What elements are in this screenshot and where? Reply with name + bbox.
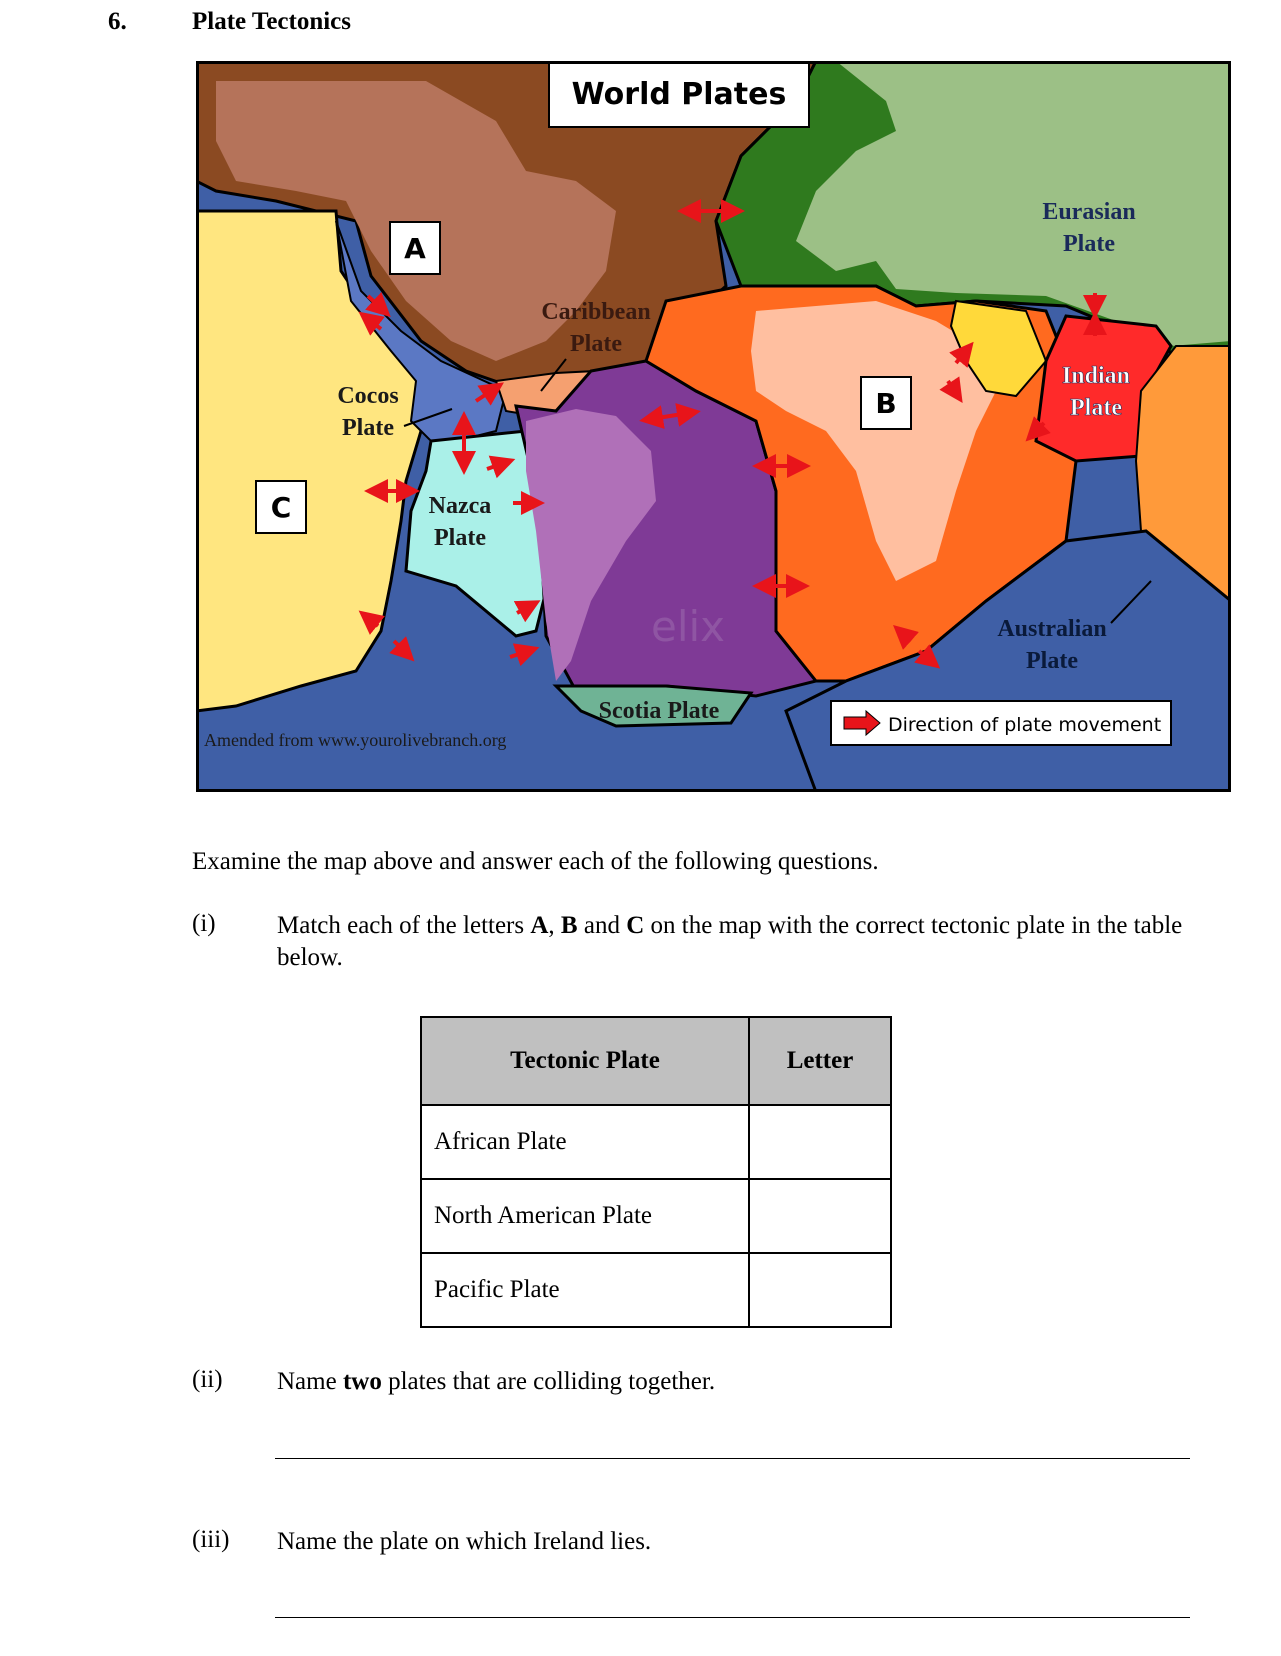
part-i-label: (i) [192, 910, 216, 937]
table-row [421, 1105, 891, 1179]
map-svg [196, 61, 1231, 792]
part-iii-text: Name the plate on which Ireland lies. [277, 1528, 652, 1555]
part-i-text-after: on the map with the correct tectonic plate in the table below. [277, 912, 1183, 971]
question-title: Plate Tectonics [192, 8, 352, 35]
caribbean-label-1: Caribbean [541, 299, 651, 325]
map-credit: Amended from www.yourolivebranch.org [204, 730, 507, 750]
part-iii-answer-line[interactable] [275, 1617, 1190, 1618]
nazca-label-2: Plate [434, 525, 486, 551]
part-i-sep1: , [548, 912, 561, 939]
part-ii-text-after: plates that are colliding together. [381, 1368, 716, 1395]
plate-name-cell: African Plate [421, 1105, 749, 1179]
part-ii-text-before: Name [277, 1368, 343, 1395]
australian-label-2: Plate [1026, 648, 1078, 674]
scotia-label: Scotia Plate [598, 698, 720, 724]
letter-b: B [875, 387, 897, 420]
letter-answer-cell[interactable] [749, 1253, 891, 1327]
part-ii-label: (ii) [192, 1366, 223, 1393]
cocos-label-2: Plate [342, 415, 394, 441]
world-plates-map [196, 61, 1231, 792]
part-i-letter-c: C [626, 912, 645, 939]
indian-label-1: Indian [1061, 363, 1131, 389]
legend-label: Direction of plate movement [888, 714, 1162, 736]
part-ii-answer-line[interactable] [275, 1458, 1190, 1459]
part-ii-text [277, 1366, 1207, 1398]
plate-name-cell: North American Plate [421, 1179, 749, 1253]
part-i-sep2: and [577, 912, 627, 939]
table-header-row [421, 1017, 891, 1105]
letter-c: C [270, 491, 292, 524]
part-i-letter-a: A [530, 912, 549, 939]
eurasian-label-2: Plate [1063, 231, 1115, 257]
part-i-text-before: Match each of the letters [277, 912, 531, 939]
table-row [421, 1253, 891, 1327]
eurasian-label-1: Eurasian [1042, 199, 1136, 225]
letter-answer-cell[interactable] [749, 1179, 891, 1253]
part-ii-bold: two [342, 1368, 382, 1395]
header-tectonic-plate: Tectonic Plate [421, 1017, 749, 1105]
instruction-text: Examine the map above and answer each of the following questions. [192, 848, 879, 875]
cocos-label-1: Cocos [337, 383, 399, 409]
part-i-text [277, 910, 1207, 974]
australian-label-1: Australian [997, 616, 1107, 642]
plate-name-cell: Pacific Plate [421, 1253, 749, 1327]
watermark: elix [651, 602, 726, 651]
question-number: 6. [108, 8, 127, 35]
plate-letter-table [420, 1016, 892, 1328]
letter-answer-cell[interactable] [749, 1105, 891, 1179]
indian-label-2: Plate [1070, 395, 1122, 421]
caribbean-label-2: Plate [570, 331, 622, 357]
part-iii-label: (iii) [192, 1526, 230, 1553]
nazca-label-1: Nazca [428, 493, 492, 519]
map-title: World Plates [571, 77, 787, 112]
header-letter: Letter [749, 1017, 891, 1105]
table-row [421, 1179, 891, 1253]
part-i-letter-b: B [560, 912, 578, 939]
letter-a: A [404, 232, 426, 265]
